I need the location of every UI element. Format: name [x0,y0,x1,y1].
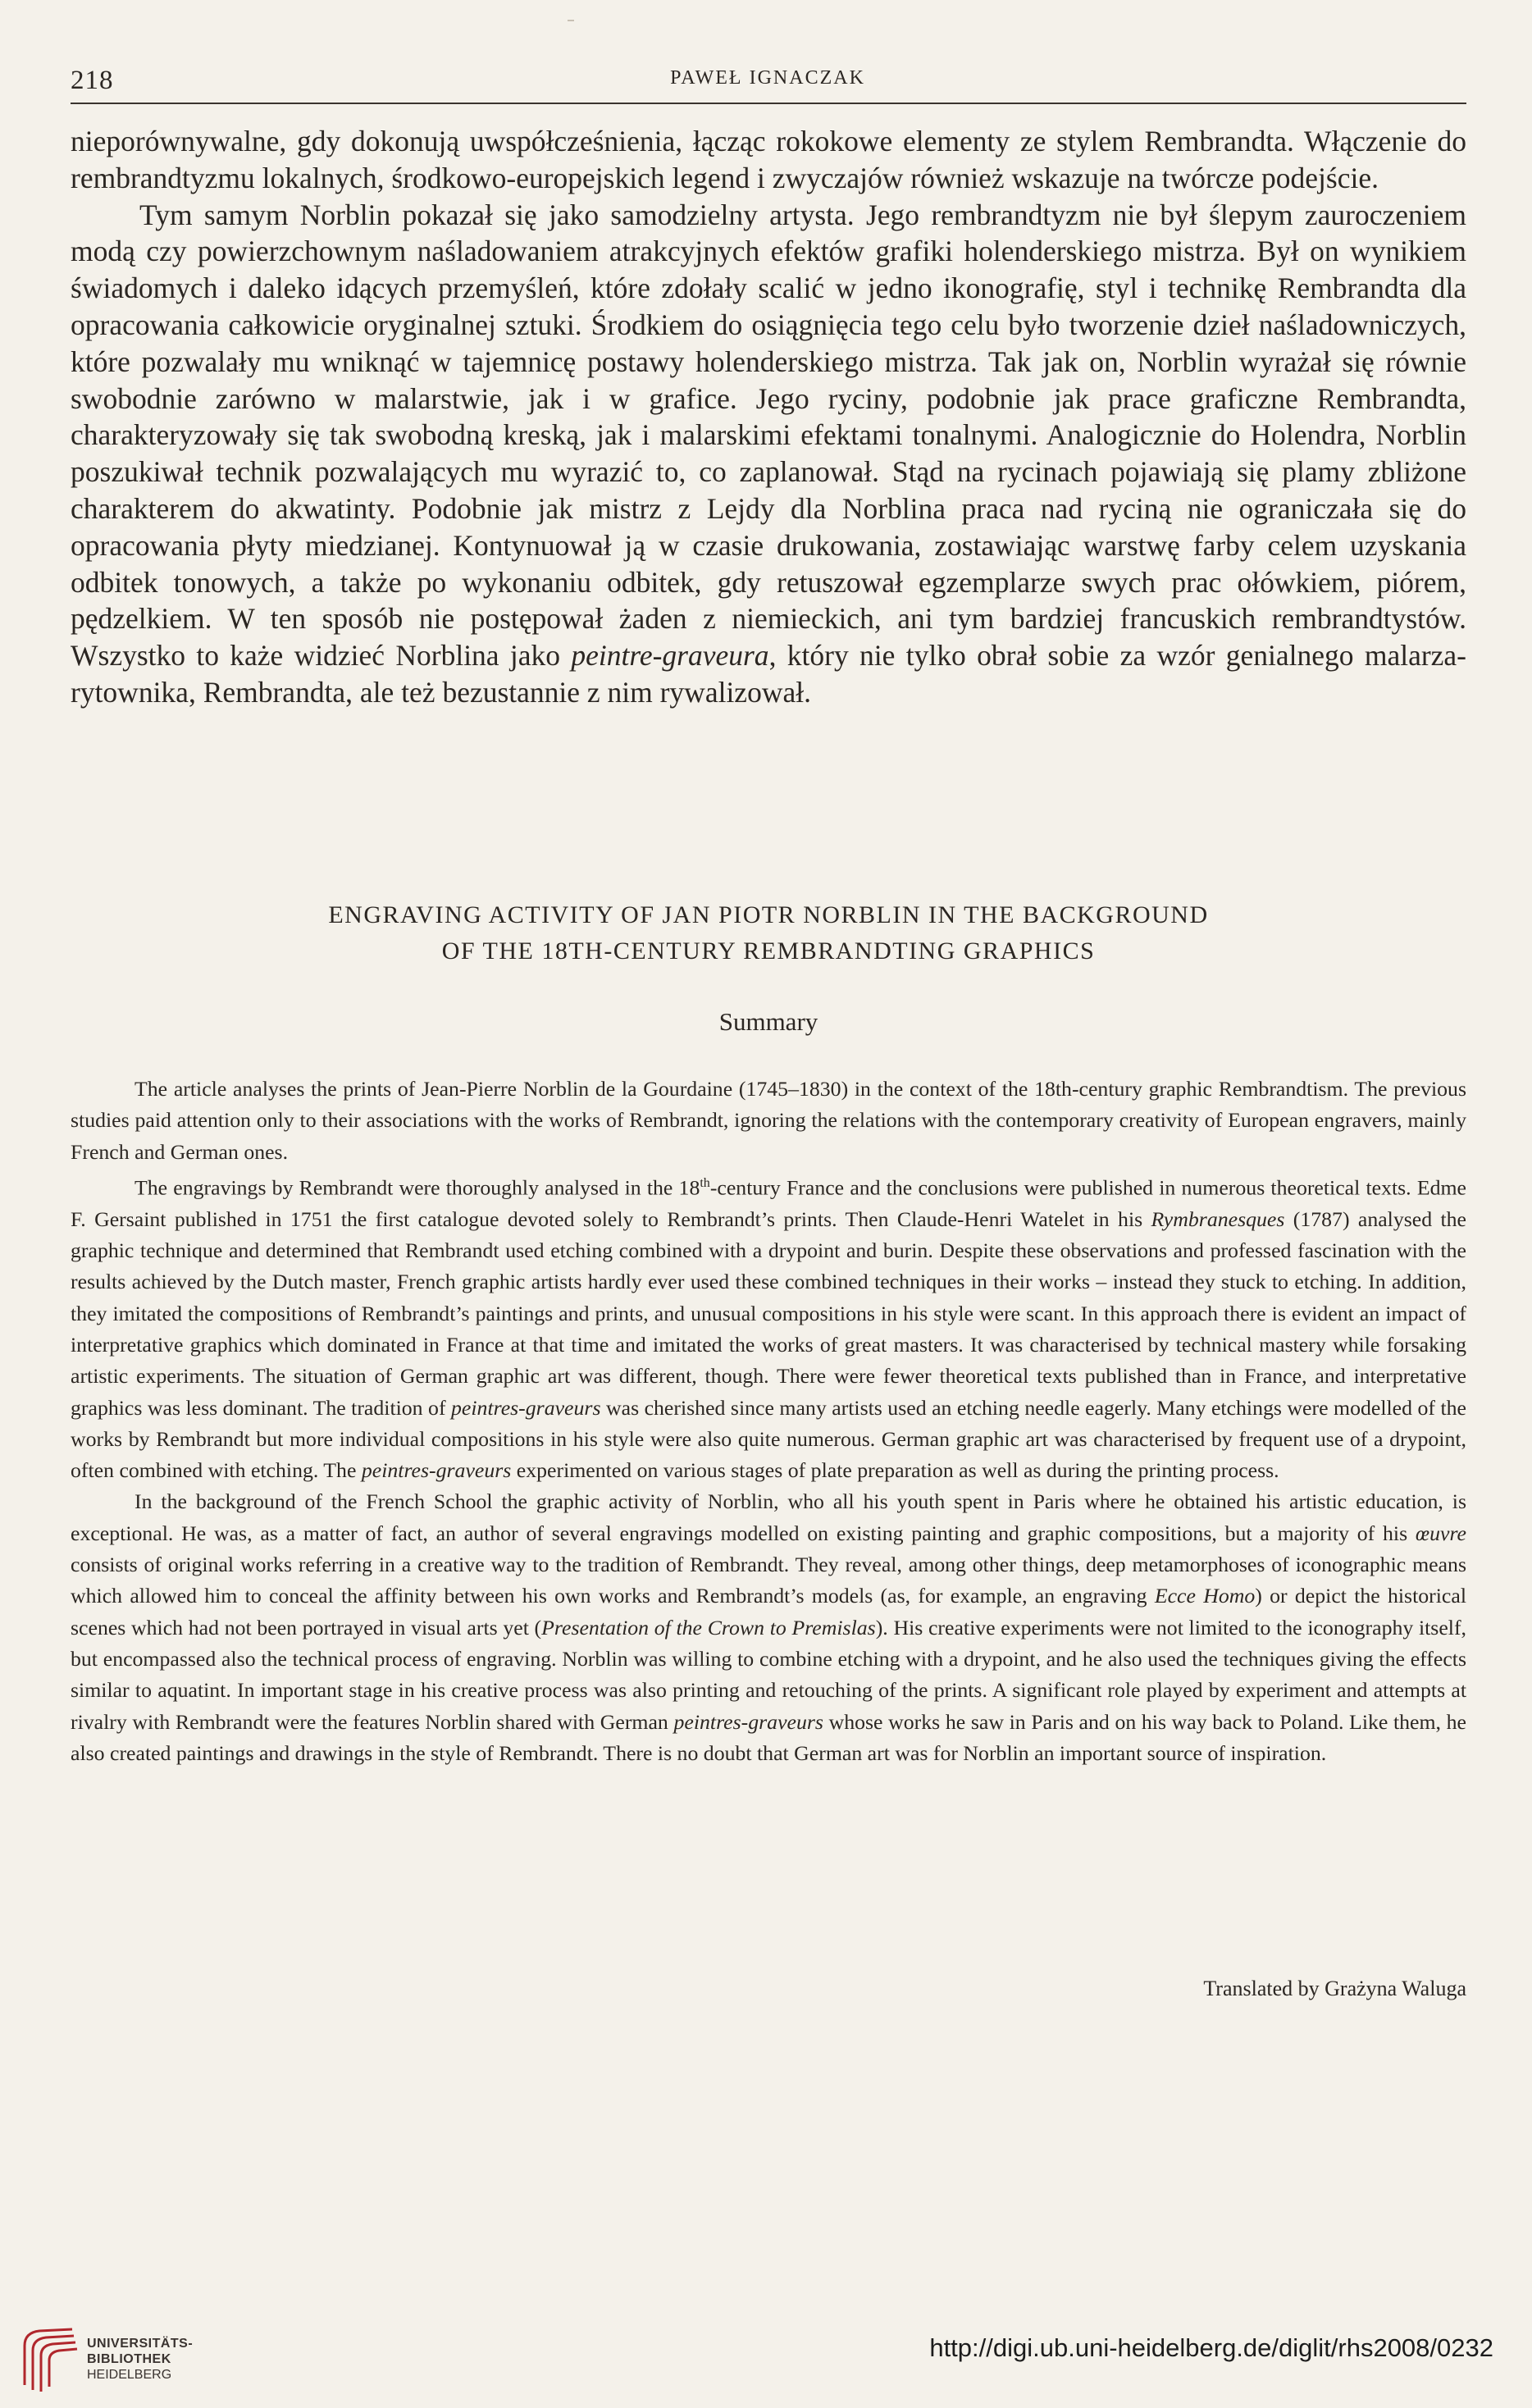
scan-mark [568,20,574,21]
italic-title: Presentation of the Crown to Premislas [541,1615,876,1640]
summary-paragraph: The engravings by Rembrandt were thoroughly analysed in the 18th-century France and the conclusions were published in numerous theoretical texts. Edme F. Gersaint published in 1751 the first catalogue devoted solely to Rembrandt’s prints. Then Claude-Henri Watelet in his Rymbranesques (1787) analysed the graphic technique and determined that Rembrandt used etching combined with a drypoint and burin. Despite these observations and professed fascination with the results achieved by the Dutch master, French graphic artists hardly ever used these combined techniques in their works – instead they stuck to etching. In addition, they imitated the compositions of Rembrandt’s paintings and prints, and unusual compositions in his style were scant. In this approach there is evident an impact of interpretative graphics which dominated in France at that time and imitated the works of great masters. It was characterised by technical mastery while forsaking artistic experiments. The situation of German graphic art was different, though. There were fewer theoretical texts published than in France, and interpretative graphics was less dominant. The tradition of peintres-graveurs was cherished since many artists used an etching needle eagerly. Many etchings were modelled of the works by Rembrandt but more individual compositions in his style were also quite numerous. German graphic art was characterised by frequent use of a drypoint, often combined with etching. The peintres-graveurs experimented on various stages of plate preparation as well as during the printing process. [71,1175,1467,1483]
italic-term: peintre-graveura [571,639,769,673]
italic-title: Rymbranesques [1151,1206,1285,1231]
paragraph: Tym samym Norblin pokazał się jako samodzielny artysta. Jego rembrandtyzm nie był ślepym zauroczeniem modą czy powierzchownym naśladowaniem atrakcyjnych efektów grafiki holenderskiego mistrza. Był on wynikiem świadomych i daleko idących przemyśleń, które zdołały scalić w jedno ikonografię, styl i technikę Rembrandta dla opracowania całkowicie oryginalnej sztuki. Środkiem do osiągnięcia tego celu było tworzenie dzieł naśladowniczych, które pozwalały mu wniknąć w tajemnicę postawy holenderskiego mistrza. Tak jak on, Norblin wyrażał się równie swobodnie zarówno w malarstwie, jak i w grafice. Jego ryciny, podobnie jak prace graficzne Rembrandta, charakteryzowały się tak swobodną kreską, jak i malarskimi efektami tonalnymi. Analogicznie do Holendra, Norblin poszukiwał technik pozwalających mu wyrazić to, co zaplanował. Stąd na rycinach pojawiają się plamy zbliżone charakterem do akwatinty. Podobnie jak mistrz z Lejdy dla Norblina praca nad ryciną nie ograniczała się do opracowania płyty miedzianej. Kontynuował ją w czasie drukowania, zostawiając warstwę farby celem uzyskania odbitek tonowych, a także po wykonaniu odbitek, gdy retuszował egzemplarze swych prac ołówkiem, piórem, pędzelkiem. W ten sposób nie postępował żaden z niemieckich, ani tym bardziej francuskich rembrandtystów. Wszystko to każe widzieć Norblina jako peintre-graveura, który nie tylko obrał sobie za wzór genialnego malarza-rytownika, Rembrandta, ale też bezustannie z nim rywalizował. [71,198,1466,709]
english-title-line: OF THE 18TH-CENTURY REMBRANDTING GRAPHICS [441,937,1096,965]
running-head [71,62,1465,103]
english-title [71,897,1466,969]
paragraph: nieporównywalne, gdy dokonują uwspółcześnienia, łącząc rokokowe elementy ze stylem Rembrandta. Włączenie do rembrandtyzmu lokalnych, środkowo-europejskich legend i zwyczajów również wskazuje na twórcze podejście. [71,125,1466,194]
header-rule [71,103,1466,104]
summary-text [71,1074,1466,1769]
polish-body-text [71,123,1466,711]
italic-term: peintres-graveurs [361,1458,512,1483]
english-title-line: ENGRAVING ACTIVITY OF JAN PIOTR NORBLIN IN THE BACKGROUND [328,901,1209,928]
source-url-link[interactable]: http://digi.ub.uni-heidelberg.de/diglit/rhs2008/0232 [929,2333,1493,2362]
translator-credit: Translated by Grażyna Waluga [1203,1977,1466,2000]
page-number: 218 [71,66,114,95]
italic-term: peintres-graveurs [673,1709,823,1734]
summary-paragraph: The article analyses the prints of Jean-Pierre Norblin de la Gourdaine (1745–1830) in the context of the 18th-century graphic Rembrandtism. The previous studies paid attention only to their associations with the works of Rembrandt, ignoring the relations with the contemporary creativity of European engravers, mainly French and German ones. [71,1077,1466,1164]
italic-term: peintres-graveurs [451,1395,601,1420]
italic-title: Ecce Homo [1154,1584,1256,1608]
italic-term: œuvre [1415,1521,1466,1545]
library-logo[interactable] [15,2321,277,2395]
summary-paragraph: In the background of the French School the graphic activity of Norblin, who all his youth spent in Paris where he obtained his artistic education, is exceptional. He was, as a matter of fact, an author of several engravings modelled on existing painting and graphic compositions, but a majority of his œuvre consists of original works referring in a creative way to the tradition of Rembrandt. They reveal, among other things, deep metamorphoses of iconographic means which allowed him to conceal the affinity between his own works and Rembrandt’s models (as, for example, an engraving Ecce Homo) or depict the historical scenes which had not been portrayed in visual arts yet (Presentation of the Crown to Premislas). His creative experiments were not limited to the iconography itself, but encompassed also the technical process of engraving. Norblin was willing to combine etching with a drypoint, and he also used the techniques giving the effects similar to aquatint. In important stage in his creative process was also printing and retouching of the prints. A significant role played by experiment and attempts at rivalry with Rembrandt were the features Norblin shared with German peintres-graveurs whose works he saw in Paris and on his way back to Poland. Like them, he also created paintings and drawings in the style of Rembrandt. There is no doubt that German art was for Norblin an important source of inspiration. [71,1489,1466,1765]
library-name: UNIVERSITÄTS- BIBLIOTHEK HEIDELBERG [87,2337,194,2382]
summary-heading: Summary [718,1007,818,1036]
library-logo-icon [15,2321,80,2395]
running-head-author: PAWEŁ IGNACZAK [670,67,865,89]
